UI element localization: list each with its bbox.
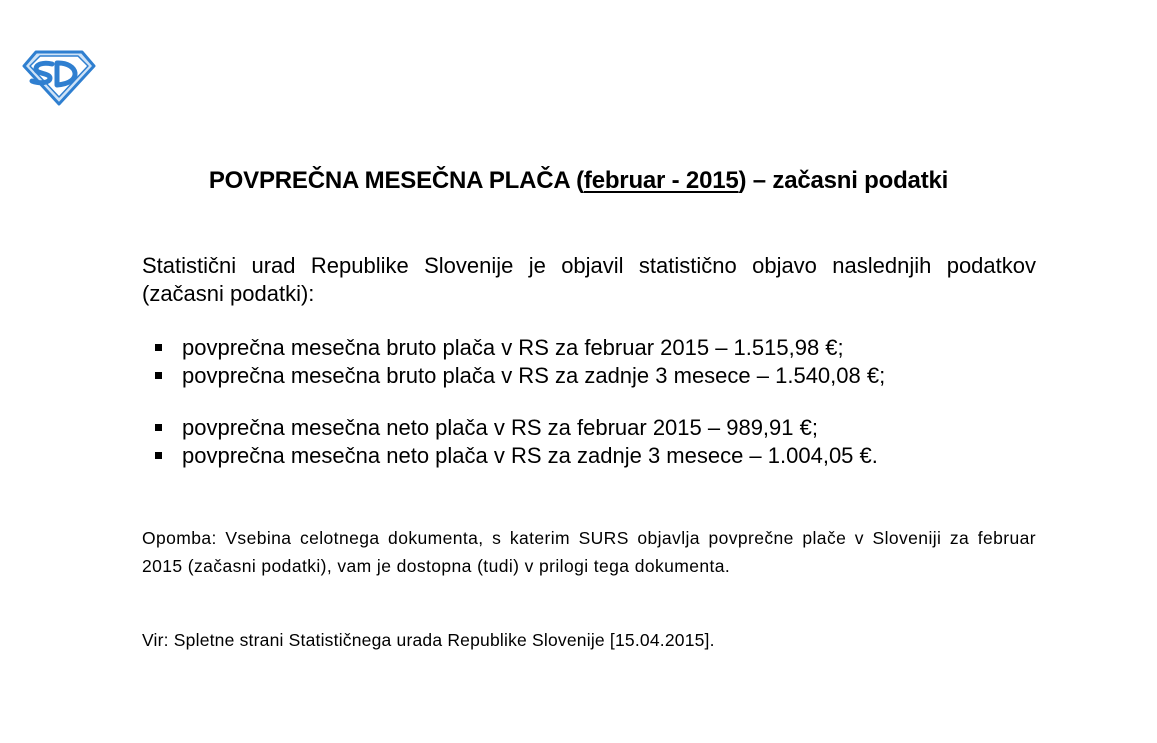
list-item bbox=[155, 414, 878, 442]
logo bbox=[22, 50, 96, 106]
square-bullet-icon bbox=[155, 424, 162, 431]
intro-paragraph: Statistični urad Republike Slovenije je objavil statistično objavo naslednjih podatkov (začasni podatki): bbox=[142, 253, 1036, 306]
list-item-text: povprečna mesečna neto plača v RS za februar 2015 – 989,91 €; bbox=[182, 415, 818, 440]
net-salary-list bbox=[155, 414, 878, 470]
document-title bbox=[0, 167, 1157, 195]
list-item bbox=[155, 362, 885, 390]
square-bullet-icon bbox=[155, 452, 162, 459]
title-period: februar - 2015 bbox=[583, 167, 739, 194]
square-bullet-icon bbox=[155, 344, 162, 351]
title-prefix: POVPREČNA MESEČNA PLAČA ( bbox=[208, 167, 584, 194]
square-bullet-icon bbox=[155, 372, 162, 379]
note-paragraph: Opomba: Vsebina celotnega dokumenta, s katerim SURS objavlja povprečne plače v Sloveniji za februar 2015 (začasni podatki), vam je dostopna (tudi) v prilogi tega dokumenta. bbox=[142, 528, 1036, 576]
list-item-text: povprečna mesečna bruto plača v RS za zadnje 3 mesece – 1.540,08 €; bbox=[182, 363, 886, 388]
title-suffix: ) – začasni podatki bbox=[738, 167, 949, 194]
list-item-text: povprečna mesečna bruto plača v RS za februar 2015 – 1.515,98 €; bbox=[182, 335, 844, 360]
list-item bbox=[155, 334, 885, 362]
list-item-text: povprečna mesečna neto plača v RS za zadnje 3 mesece – 1.004,05 €. bbox=[182, 443, 878, 468]
list-item bbox=[155, 442, 878, 470]
gross-salary-list bbox=[155, 334, 885, 390]
source-line: Vir: Spletne strani Statističnega urada Republike Slovenije [15.04.2015]. bbox=[142, 630, 715, 650]
